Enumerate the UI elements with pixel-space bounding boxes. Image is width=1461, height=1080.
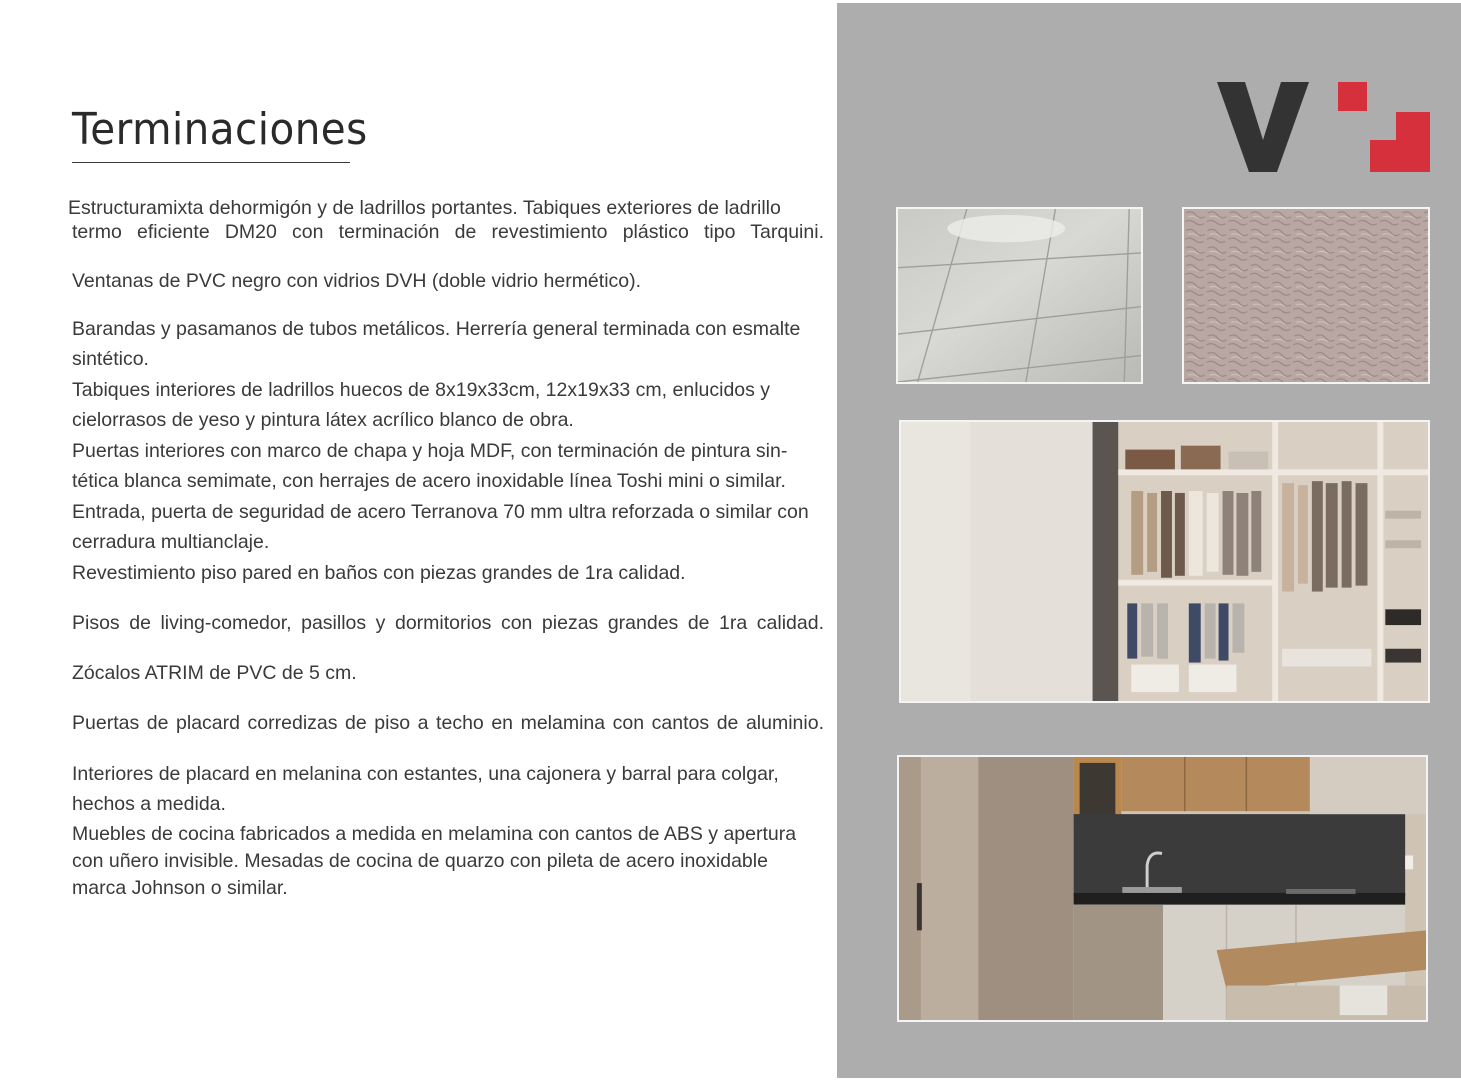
page-title: Terminaciones	[72, 104, 368, 155]
kitchen-photo	[897, 755, 1428, 1022]
textured-wall-photo	[1182, 207, 1430, 384]
brand-logo-v-icon	[1217, 82, 1309, 172]
closet-photo	[899, 420, 1430, 703]
paragraph-floors: Pisos de living-comedor, pasillos y dormitorios con piezas grandes de 1ra calidad.	[72, 612, 824, 634]
paragraph-bathroom-tiles: Revestimiento piso pared en baños con piezas grandes de 1ra calidad.	[72, 562, 686, 584]
paragraph-structure-line1: Estructuramixta dehormigón y de ladrillos portantes. Tabiques exteriores de ladrillo	[68, 197, 781, 219]
brand-logo-squares-icon	[1338, 82, 1430, 172]
title-underline	[72, 162, 350, 163]
paragraph-windows: Ventanas de PVC negro con vidrios DVH (doble vidrio hermético).	[72, 270, 642, 292]
paragraph-kitchen-furniture: Muebles de cocina fabricados a medida en melamina con cantos de ABS y apertura con uñero invisible. Mesadas de cocina de quarzo con pileta de acero inoxidable marca Johnson o similar.	[72, 823, 797, 899]
paragraph-baseboards: Zócalos ATRIM de PVC de 5 cm.	[72, 662, 357, 684]
paragraph-structure-line2: termo eficiente DM20 con terminación de revestimiento plástico tipo Tarquini.	[72, 221, 824, 243]
floor-tile-photo	[896, 207, 1143, 384]
paragraph-interior-doors: Puertas interiores con marco de chapa y hoja MDF, con terminación de pintura sin-tética blanca semimate, con herrajes de acero inoxidable línea Toshi mini o similar.	[72, 440, 788, 492]
paragraph-entrance-door: Entrada, puerta de seguridad de acero Terranova 70 mm ultra reforzada o similar con cerradura multianclaje.	[72, 501, 809, 553]
paragraph-railings: Barandas y pasamanos de tubos metálicos. Herrería general terminada con esmalte sintético.	[72, 318, 801, 370]
paragraph-closet-doors: Puertas de placard corredizas de piso a techo en melamina con cantos de aluminio.	[72, 712, 824, 734]
paragraph-closet-interiors: Interiores de placard en melanina con estantes, una cajonera y barral para colgar, hechos a medida.	[72, 763, 779, 815]
paragraph-interior-walls: Tabiques interiores de ladrillos huecos de 8x19x33cm, 12x19x33 cm, enlucidos y cielorrasos de yeso y pintura látex acrílico blanco de obra.	[72, 379, 771, 431]
